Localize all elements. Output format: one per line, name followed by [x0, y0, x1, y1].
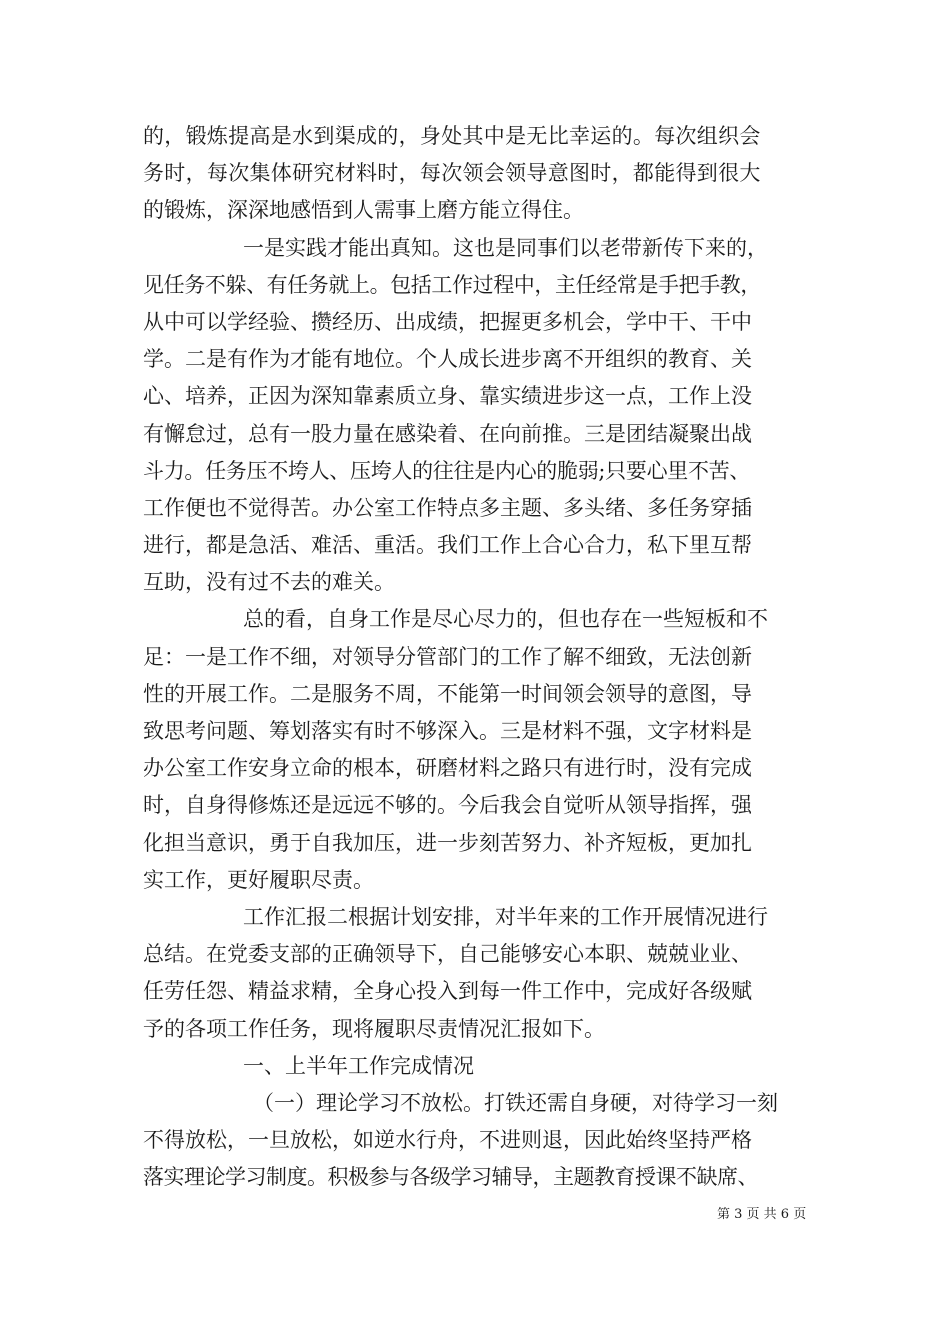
- text-line: 心、培养，正因为深知靠素质立身、靠实绩进步这一点，工作上没: [143, 384, 752, 409]
- text-line: 性的开展工作。二是服务不周，不能第一时间领会领导的意图，导: [143, 681, 752, 706]
- text-line: 实工作，更好履职尽责。: [143, 867, 374, 892]
- page-number: 第 3 页 共 6 页: [717, 1207, 807, 1222]
- text-line: 进行，都是急活、难活、重活。我们工作上合心合力，私下里互帮: [143, 533, 752, 558]
- text-line: 学。二是有作为才能有地位。个人成长进步离不开组织的教育、关: [143, 347, 752, 372]
- text-line: 总结。在党委支部的正确领导下，自己能够安心本职、兢兢业业、: [143, 942, 752, 967]
- text-line: 工作汇报二根据计划安排，对半年来的工作开展情况进行: [243, 904, 768, 929]
- text-line: 予的各项工作任务，现将履职尽责情况汇报如下。: [143, 1016, 605, 1041]
- document-body: [143, 118, 811, 1196]
- text-line: 从中可以学经验、攒经历、出成绩，把握更多机会，学中干、干中: [143, 309, 752, 334]
- text-line: 办公室工作安身立命的根本，研磨材料之路只有进行时，没有完成: [143, 756, 752, 781]
- text-line: 落实理论学习制度。积极参与各级学习辅导，主题教育授课不缺席、: [143, 1165, 758, 1190]
- text-line: 致思考问题、筹划落实有时不够深入。三是材料不强，文字材料是: [143, 719, 752, 743]
- text-line: 时，自身得修炼还是远远不够的。今后我会自觉听从领导指挥，强: [143, 793, 752, 818]
- text-line: 斗力。任务压不垮人、压垮人的往往是内心的脆弱;只要心里不苦、: [143, 458, 751, 483]
- text-line: 的，锻炼提高是水到渠成的，身处其中是无比幸运的。每次组织会: [143, 124, 761, 148]
- text-line: 有懈怠过，总有一股力量在感染着、在向前推。三是团结凝聚出战: [143, 421, 752, 446]
- text-line: 工作便也不觉得苦。办公室工作特点多主题、多头绪、多任务穿插: [143, 495, 752, 520]
- text-line: 一是实践才能出真知。这也是同事们以老带新传下来的，: [243, 235, 768, 260]
- text-line: 足：一是工作不细，对领导分管部门的工作了解不细致，无法创新: [143, 644, 752, 669]
- text-line: 务时，每次集体研究材料时，每次领会领导意图时，都能得到很大: [143, 161, 761, 186]
- text-line: 任劳任怨、精益求精，全身心投入到每一件工作中，完成好各级赋: [143, 979, 752, 1004]
- text-line: （一）理论学习不放松。打铁还需自身硬，对待学习一刻: [253, 1090, 778, 1115]
- text-line: 见任务不躲、有任务就上。包括工作过程中，主任经常是手把手教，: [143, 272, 761, 297]
- text-line: 不得放松，一旦放松，如逆水行舟，不进则退，因此始终坚持严格: [143, 1128, 752, 1153]
- text-line: 互助，没有过不去的难关。: [143, 570, 395, 595]
- text-line: 化担当意识，勇于自我加压，进一步刻苦努力、补齐短板，更加扎: [143, 830, 752, 855]
- section-heading: 一、上半年工作完成情况: [243, 1053, 474, 1078]
- text-line: 总的看，自身工作是尽心尽力的，但也存在一些短板和不: [243, 607, 768, 632]
- text-line: 的锻炼，深深地感悟到人需事上磨方能立得住。: [143, 198, 584, 223]
